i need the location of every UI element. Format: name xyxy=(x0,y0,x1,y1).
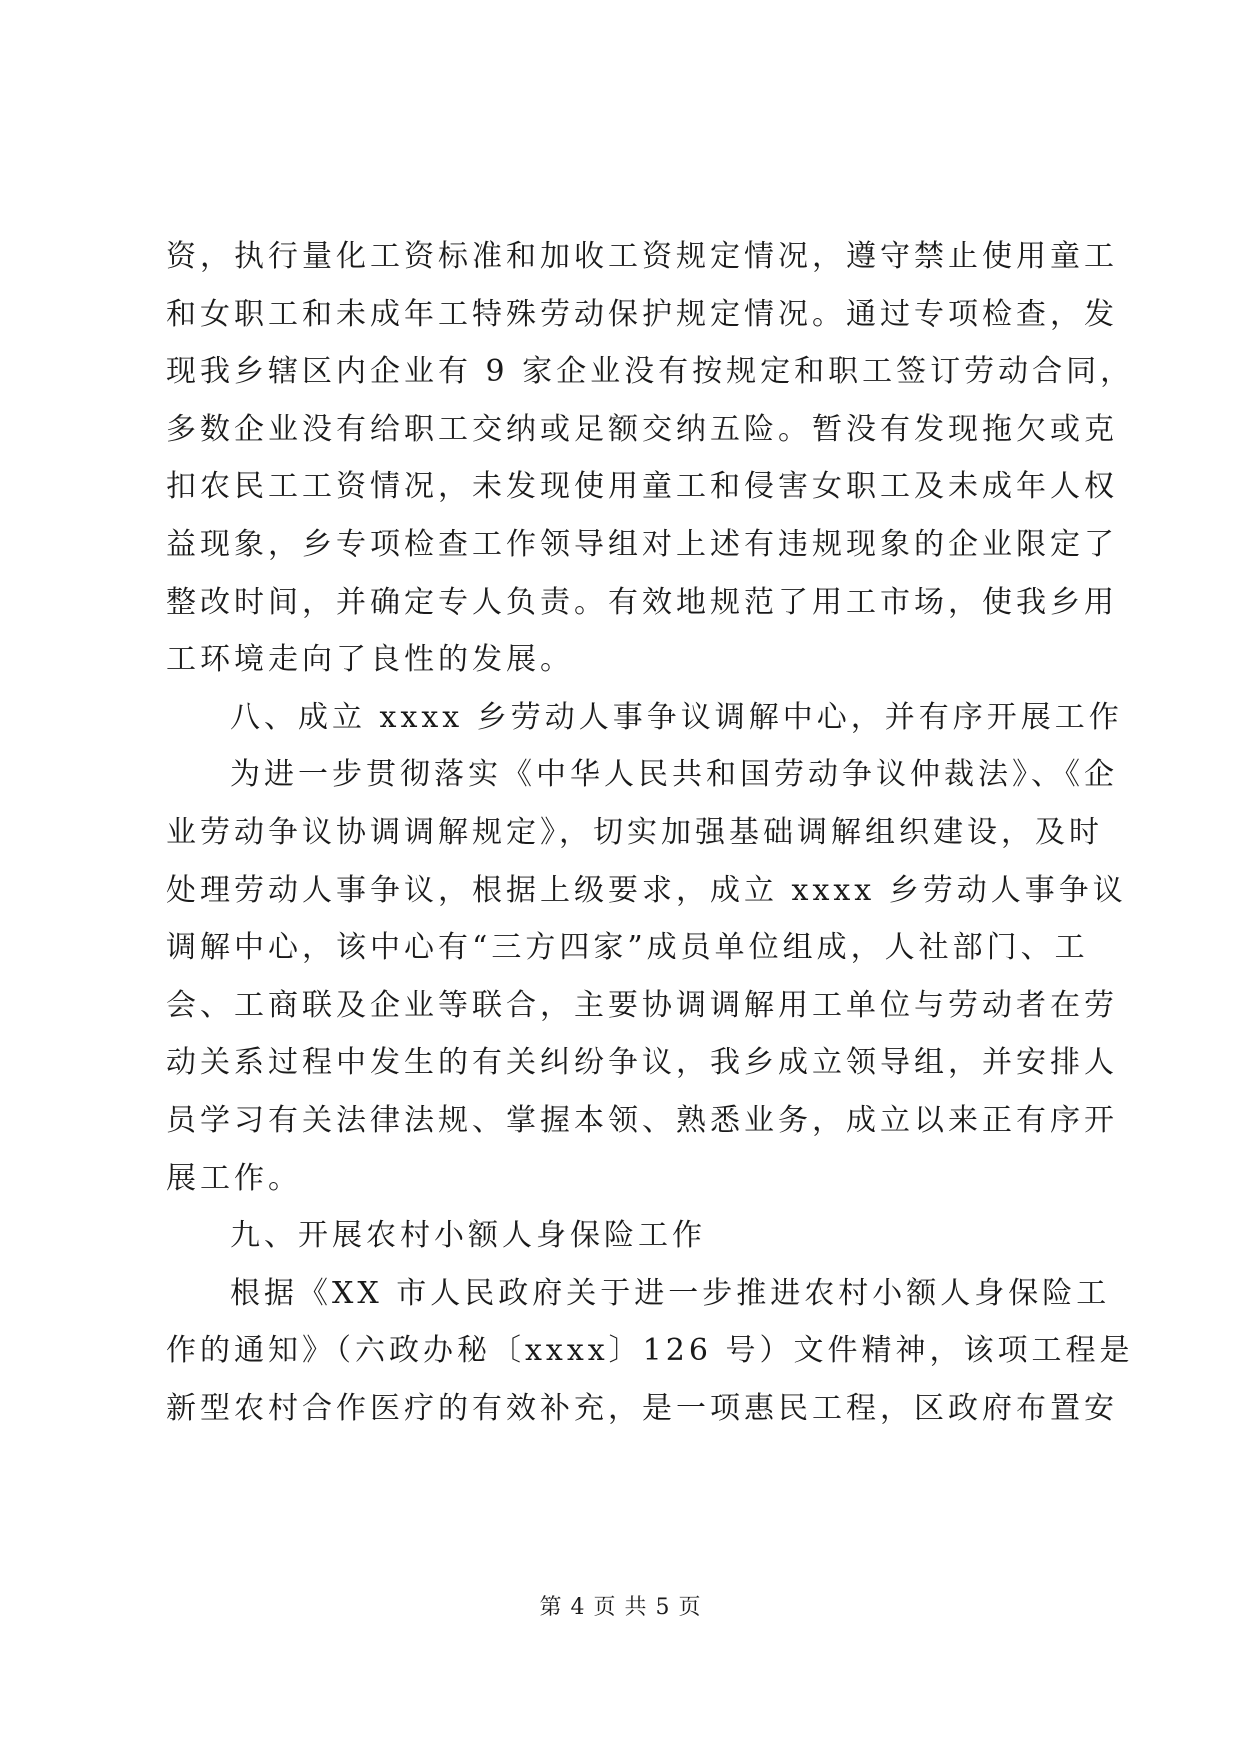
page-number: 第 4 页 共 5 页 xyxy=(539,1595,702,1620)
text-line: 多数企业没有给职工交纳或足额交纳五险。暂没有发现拖欠或克 xyxy=(166,411,1118,447)
text-line: 现我乡辖区内企业有 9 家企业没有按规定和职工签订劳动合同， xyxy=(166,354,1135,390)
text-line: 根据《XX 市人民政府关于进一步推进农村小额人身保险工 xyxy=(230,1275,1111,1311)
section-heading: 八、成立 xxxx 乡劳动人事争议调解中心，并有序开展工作 xyxy=(230,699,1123,735)
body-text xyxy=(166,228,1135,1437)
section-heading: 九、开展农村小额人身保险工作 xyxy=(230,1218,706,1254)
text-line: 业劳动争议协调调解规定》，切实加强基础调解组织建设，及时 xyxy=(166,814,1103,850)
page-footer xyxy=(0,1590,1241,1621)
text-line: 扣农民工工资情况，未发现使用童工和侵害女职工及未成年人权 xyxy=(166,469,1118,505)
text-line: 调解中心，该中心有“三方四家”成员单位组成，人社部门、工 xyxy=(166,930,1089,966)
text-line: 会、工商联及企业等联合，主要协调调解用工单位与劳动者在劳 xyxy=(166,987,1118,1023)
text-line: 工环境走向了良性的发展。 xyxy=(166,642,574,678)
text-line: 资，执行量化工资标准和加收工资规定情况，遵守禁止使用童工 xyxy=(166,239,1118,274)
text-line: 展工作。 xyxy=(166,1160,302,1196)
text-line: 为进一步贯彻落实《中华人民共和国劳动争议仲裁法》、《企 xyxy=(230,757,1118,793)
text-line: 作的通知》（六政办秘〔xxxx〕126 号）文件精神，该项工程是 xyxy=(166,1333,1134,1369)
text-line: 整改时间，并确定专人负责。有效地规范了用工市场，使我乡用 xyxy=(166,584,1118,620)
text-line: 动关系过程中发生的有关纠纷争议，我乡成立领导组，并安排人 xyxy=(166,1045,1118,1081)
text-line: 新型农村合作医疗的有效补充，是一项惠民工程，区政府布置安 xyxy=(166,1390,1118,1426)
text-line: 员学习有关法律法规、掌握本领、熟悉业务，成立以来正有序开 xyxy=(166,1102,1118,1138)
text-line: 处理劳动人事争议，根据上级要求，成立 xxxx 乡劳动人事争议 xyxy=(166,872,1127,908)
text-line: 和女职工和未成年工特殊劳动保护规定情况。通过专项检查，发 xyxy=(166,296,1118,332)
text-line: 益现象，乡专项检查工作领导组对上述有违规现象的企业限定了 xyxy=(166,526,1118,562)
